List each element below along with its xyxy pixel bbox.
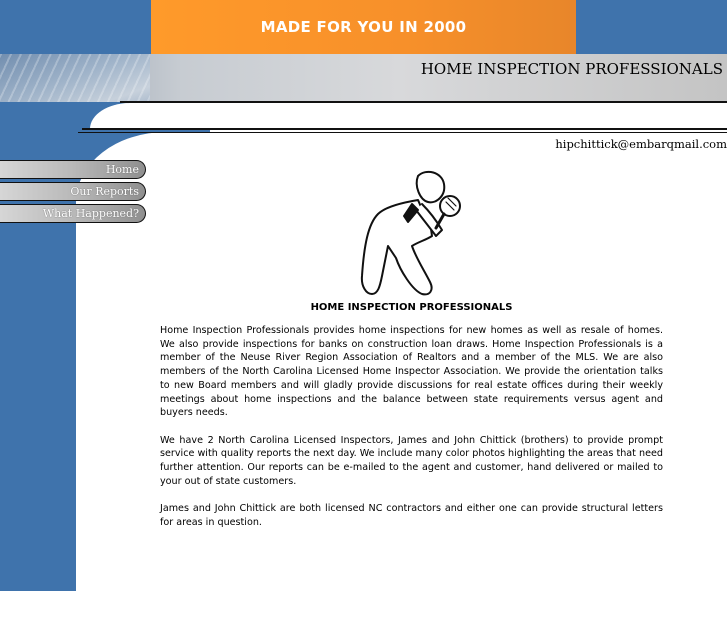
- nav-item-our-reports[interactable]: [0, 182, 146, 201]
- nav-item-label: What Happened?: [42, 207, 139, 220]
- content-body: [160, 324, 663, 543]
- paragraph: We have 2 North Carolina Licensed Inspectors, James and John Chittick (brothers) to provide prompt service with quality reports the next day. We include many color photos highlighting the areas that need further attention. Our reports can be e-mailed to the agent and customer, hand delivered or mailed to your out of state customers.: [160, 434, 663, 487]
- nav-item-what-happened[interactable]: [0, 204, 146, 223]
- contact-email[interactable]: hipchittick@embarqmail.com: [555, 137, 727, 151]
- header-divider: [120, 101, 727, 103]
- nav-item-label: Home: [105, 163, 139, 176]
- banner-text: MADE FOR YOU IN 2000: [260, 18, 467, 36]
- nav-item-home[interactable]: [0, 160, 146, 179]
- inspector-with-magnifier-icon: [356, 166, 466, 298]
- paragraph: Home Inspection Professionals provides home inspections for new homes as well as resale of homes. We also provide inspections for banks on construction loan draws. Home Inspection Professionals is a member of the Neuse River Region Association of Realtors and a member of the MLS. We are also members of the North Carolina Licensed Home Inspector Association. We provide the orientation talks to new Board members and will gladly provide discussions for real estate offices during their weekly meetings about home inspections and the balance between state requirements versus agent and buyers needs.: [160, 325, 663, 419]
- header-divider-2: [82, 128, 727, 130]
- site-title: HOME INSPECTION PROFESSIONALS: [420, 60, 723, 78]
- nav-item-label: Our Reports: [70, 185, 139, 198]
- content-title: HOME INSPECTION PROFESSIONALS: [310, 302, 513, 313]
- paragraph: James and John Chittick are both licensed NC contractors and either one can provide structural letters for areas in question.: [160, 503, 663, 528]
- banner-orange: [151, 0, 576, 54]
- nav-menu: [0, 160, 148, 226]
